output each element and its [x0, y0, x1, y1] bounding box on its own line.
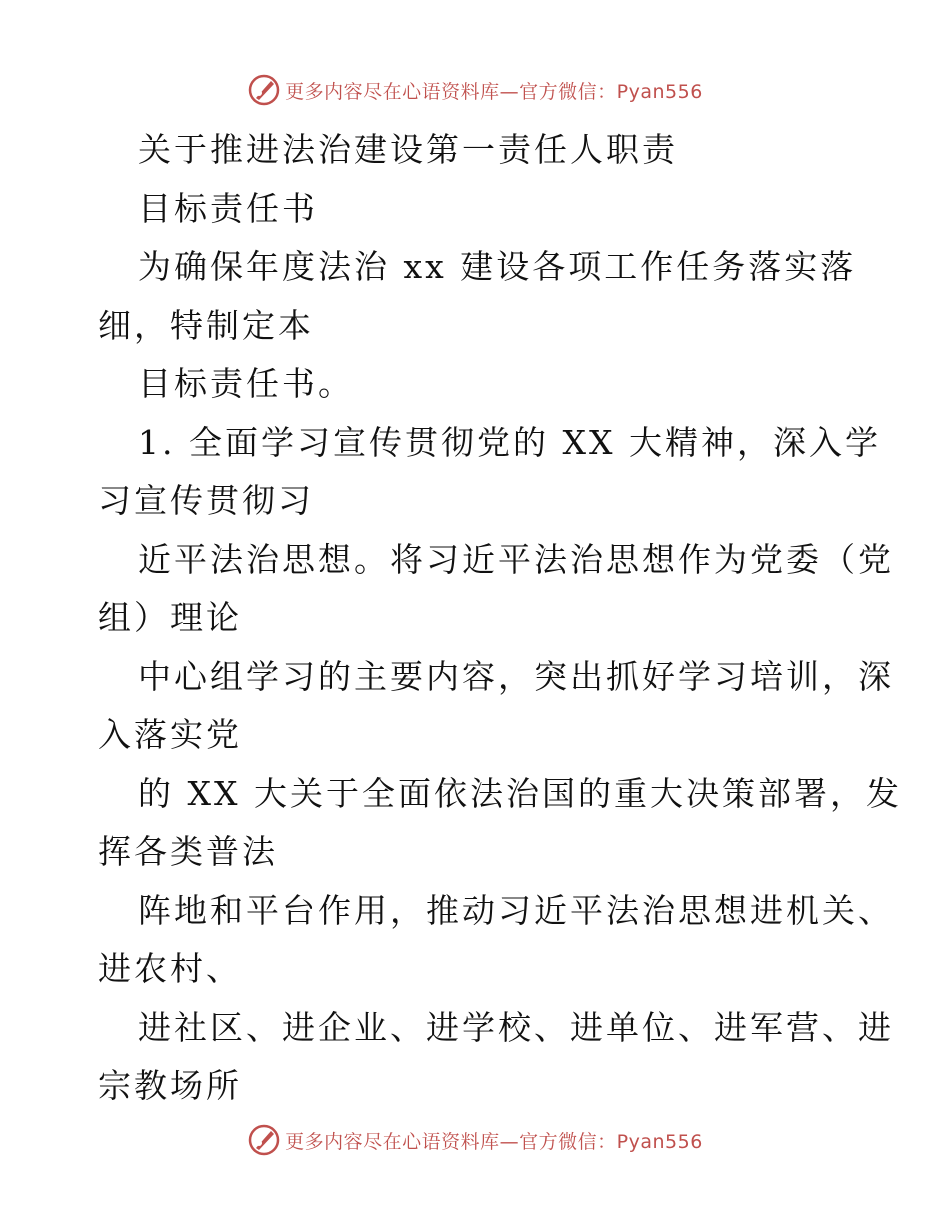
watermark-text: 更多内容尽在心语资料库—官方微信：Pyan556 [285, 80, 703, 103]
document-line: 宗教场所 [98, 1066, 242, 1105]
footer-watermark-banner [0, 1120, 950, 1160]
document-line: 目标责任书。 [138, 364, 354, 403]
watermark-text: 更多内容尽在心语资料库—官方微信：Pyan556 [285, 1130, 703, 1153]
document-line: 挥各类普法 [98, 832, 278, 871]
document-line: 阵地和平台作用，推动习近平法治思想进机关、 [138, 890, 894, 930]
document-line: 的 XX 大关于全面依法治国的重大决策部署，发 [138, 773, 902, 813]
document-line: 细，特制定本 [98, 305, 314, 345]
document-line: 关于推进法治建设第一责任人职责 [138, 130, 678, 169]
document-body [98, 121, 902, 1116]
document-line: 1. 全面学习宣传贯彻党的 XX 大精神，深入学 [138, 422, 881, 462]
document-line: 进社区、进企业、进学校、进单位、进军营、进 [138, 1007, 894, 1047]
document-line: 目标责任书 [138, 188, 318, 228]
document-line: 为确保年度法治 xx 建设各项工作任务落实落 [138, 247, 857, 286]
document-line: 中心组学习的主要内容，突出抓好学习培训，深 [138, 656, 894, 696]
quill-pen-seal-icon [247, 73, 281, 107]
document-line: 入落实党 [98, 715, 242, 754]
document-line: 近平法治思想。将习近平法治思想作为党委（党 [138, 539, 894, 579]
document-line: 进农村、 [98, 949, 242, 988]
header-watermark-banner [0, 70, 950, 110]
document-line: 组）理论 [98, 598, 242, 637]
quill-pen-seal-icon [247, 1123, 281, 1157]
document-line: 习宣传贯彻习 [98, 481, 314, 520]
